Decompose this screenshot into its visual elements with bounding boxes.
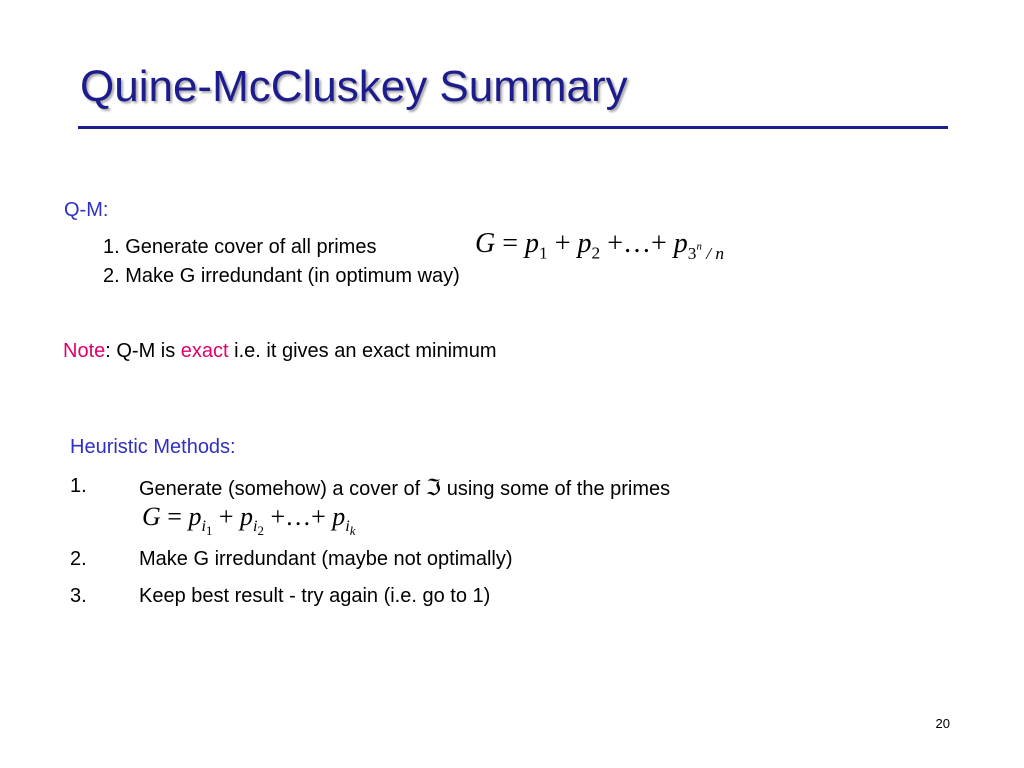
heuristic-num-2: 2.: [70, 548, 87, 570]
note-line: [63, 340, 496, 363]
note-text-before: : Q-M is: [105, 340, 181, 362]
heuristic-item-1-text-after: using some of the primes: [441, 478, 671, 500]
slide-title: Quine-McCluskey Summary: [80, 62, 628, 111]
note-label: Note: [63, 340, 106, 362]
page-number: 20: [935, 716, 950, 731]
heuristic-num-1: 1.: [70, 475, 87, 497]
note-highlight: exact: [180, 340, 229, 362]
title-underline: [78, 126, 948, 129]
heuristic-item-1: [139, 475, 670, 501]
qm-formula: $G = p_1 + p_2$ +…+ $p_{3^n / n}$: [475, 228, 725, 263]
qm-step-2: 2. Make G irredundant (in optimum way): [103, 265, 460, 287]
heuristic-heading: Heuristic Methods:: [70, 436, 236, 458]
heuristic-num-3: 3.: [70, 585, 87, 607]
qm-step-1: 1. Generate cover of all primes: [103, 236, 377, 258]
qm-label: Q-M:: [64, 199, 109, 221]
note-text-after: i.e. it gives an exact minimum: [228, 340, 497, 362]
cover-symbol: ℑ: [425, 475, 442, 500]
heuristic-item-3: Keep best result - try again (i.e. go to 1): [139, 585, 491, 607]
heuristic-item-1-text-before: Generate (somehow) a cover of: [139, 478, 426, 500]
heuristic-formula: $G = p_{i_1} + p_{i_2}$ +…+ $p_{i_k}$: [142, 502, 356, 539]
heuristic-item-2: Make G irredundant (maybe not optimally): [139, 548, 513, 570]
